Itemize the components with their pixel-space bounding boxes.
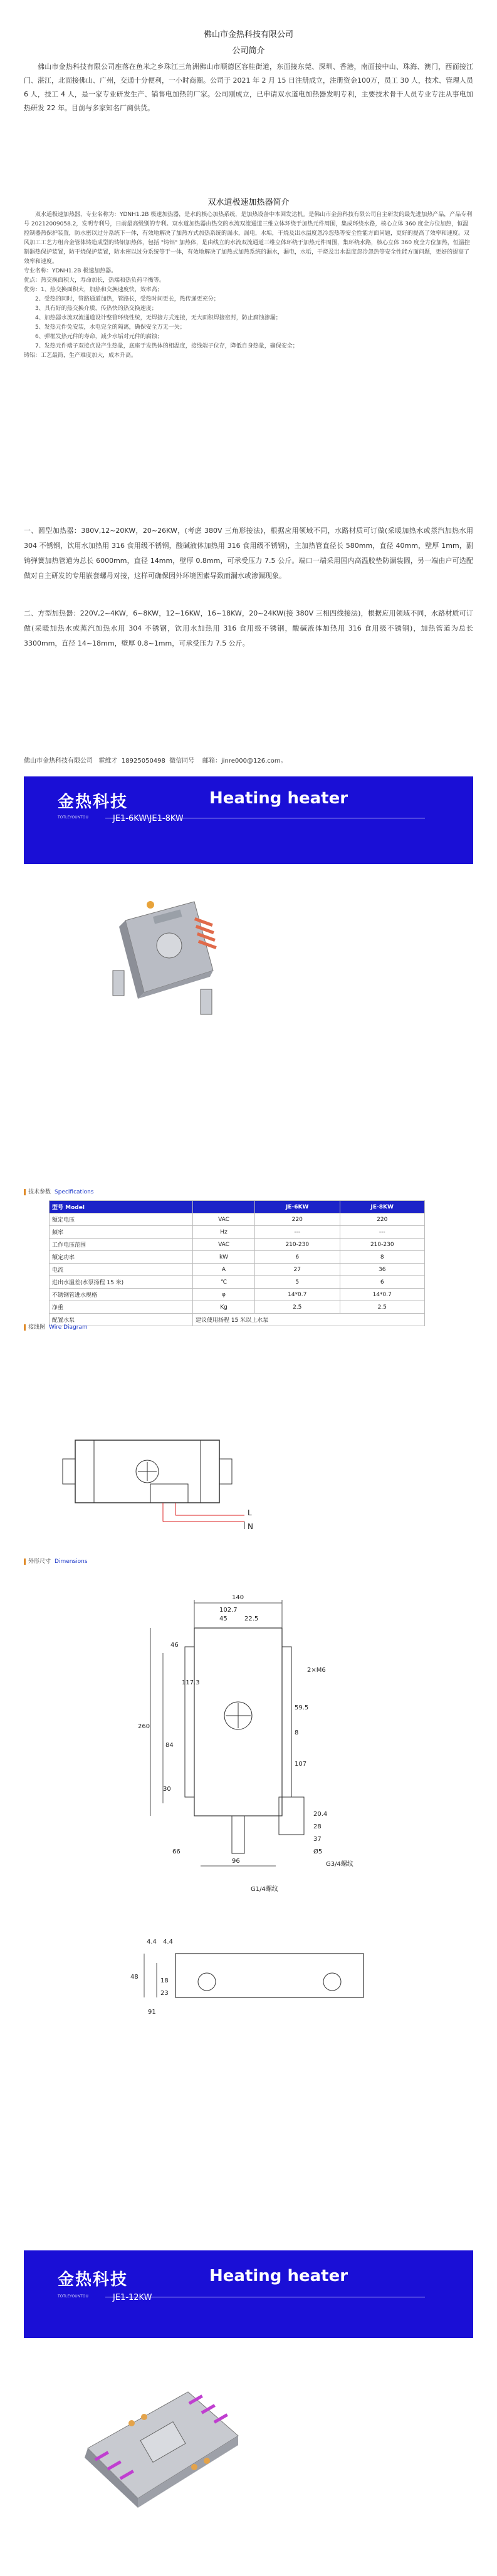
dims-section-label xyxy=(24,1557,88,1565)
product-intro-line: 6、弹框发热元件的寿命，减少水垢对元件的腐蚀； xyxy=(35,334,163,340)
footer-email[interactable]: jinre000@126.com。 xyxy=(221,758,287,765)
table-row xyxy=(50,1239,425,1251)
product-intro-line: 5、发热元件免安装，水电完全的隔离，确保安全万无一失； xyxy=(35,324,186,331)
table-cell: 220 xyxy=(340,1213,425,1226)
dim-label: 140 xyxy=(232,1594,244,1601)
footer-phone[interactable]: 18925050498 xyxy=(121,758,165,765)
dim-label: 117.3 xyxy=(182,1679,200,1686)
product-banner-2 xyxy=(24,2250,473,2338)
table-row xyxy=(50,1276,425,1289)
company-title: 佛山市金热科技有限公司 xyxy=(203,30,293,39)
banner-tagline: TOTLEYOUNTOU xyxy=(58,2294,88,2299)
table-cell: 不锈钢管进水规格 xyxy=(50,1289,193,1301)
dim-note: G3/4螺纹 xyxy=(326,1861,353,1868)
spec-table xyxy=(49,1200,425,1326)
table-cell: 210-230 xyxy=(340,1239,425,1251)
table-cell: 额定功率 xyxy=(50,1251,193,1264)
table-cell: Kg xyxy=(193,1301,255,1314)
side-dimension-drawing xyxy=(125,1935,389,2022)
table-row xyxy=(50,1301,425,1314)
wiring-diagram xyxy=(56,1421,282,1534)
dim-label: 4.4 xyxy=(147,1939,157,1945)
table-cell: 进出水温差(水泵扬程 15 米) xyxy=(50,1276,193,1289)
table-cell: kW xyxy=(193,1251,255,1264)
table-header-cell: JE-6KW xyxy=(255,1201,340,1213)
dim-label: 260 xyxy=(138,1723,150,1730)
table-cell: --- xyxy=(340,1226,425,1239)
dim-label: 107 xyxy=(295,1761,307,1768)
banner-logo: 金热科技 xyxy=(58,793,128,811)
banner-logo: 金热科技 xyxy=(58,2270,128,2289)
table-header-cell xyxy=(193,1201,255,1213)
section-label-en: Specifications xyxy=(55,1189,94,1195)
table-row xyxy=(50,1289,425,1301)
section-label-cn: 技术参数 xyxy=(28,1189,51,1195)
dim-label: 48 xyxy=(130,1974,139,1981)
table-cell: ℃ xyxy=(193,1276,255,1289)
table-cell: 5 xyxy=(255,1276,340,1289)
table-cell: 6 xyxy=(255,1251,340,1264)
footer-wechat: 微信同号 xyxy=(169,758,195,765)
table-cell: 6 xyxy=(340,1276,425,1289)
table-cell: 27 xyxy=(255,1264,340,1276)
product-intro-line: 优点：热交换面积大，寿命加长，热端和热负荷平衡等。 xyxy=(24,277,165,284)
dim-label: 45 xyxy=(219,1615,228,1622)
product-intro-line: 双水道极速加热器，专业名称为：YDNH1.2B 极速加热器，是水的核心加热系统，是加热设备中本回发达机。是佛山市金热科技有限公司自主研发的最先进加热产品，产品专利号 20212009058.2，发明专利号，日前最高级别的专利。双水道加热器由热交的水流双流通道三维立体环绕于加热元件周围，集成环绕水路，核心立体 360 度全方位加热，恒温控制器热保护装置，防水密以过分系统下一体，有效地解决了加热方式加热系统的漏水，漏电，水垢，干烧及出水温度忽冷忽热等安全性能方面问题，更好的提高了效率和速度。双风加工工艺方组合金管体铸造成型的铸铝加热体，包括 "铸铝" 加热体，是由线立的水流双流通道三维立体环绕于加热元件周围，集环绕水路，核心立体 360 度全方位加热，恒温控制器热保护装置，防干烧保护装置，防水密以过分系统等于一体，有效地解决了加热式加热系统的漏水，漏电，水垢，干烧及出水温度忽冷忽热等安全性能方面问题，更好的提高了效率和速度。 xyxy=(24,212,473,265)
dim-label: 102.7 xyxy=(219,1607,238,1614)
section-marker-icon xyxy=(24,1324,26,1331)
dim-label: 84 xyxy=(165,1742,174,1749)
table-cell: --- xyxy=(255,1226,340,1239)
footer-contact-name: 霍维才 xyxy=(98,758,118,765)
intro-paragraph: 佛山市金热科技有限公司座落在鱼米之乡珠江三角洲佛山市顺德区容桂街道，东面接东莞、深圳、香港，南面接中山、珠海、澳门，西面接江门、湛江，北面接佛山、广州，交通十分便利，一小时商圈。公司于 2021 年 2 月 15 日注册成立，注册资金100万，员工 30 人，技术、管理人员 6 人，技工 4 人，是一家专业研发生产、销售电加热的厂家。公司刚成立，已申请双水道电加热器发明专利，主要技术骨干人员专业专注从事电加热研发 22 年。目前与多家知名厂商供货。 xyxy=(24,63,473,112)
product-intro-line: 优势：1、热交换面积大，加热和交换速度快，效率高； xyxy=(24,287,163,293)
dim-label: 46 xyxy=(170,1642,179,1649)
dim-note: 30 xyxy=(163,1786,171,1793)
table-row xyxy=(50,1251,425,1264)
dim-label: 37 xyxy=(313,1836,322,1843)
product-intro-line: 4、加热器水流双流通道设计整管环绕性统，无焊接方式连接，无大面积焊接密封，防止腐蚀渗漏； xyxy=(35,315,281,321)
intro-heading: 公司简介 xyxy=(232,46,265,56)
product-heading: 双水道极速加热器简介 xyxy=(207,198,290,207)
table-row xyxy=(50,1264,425,1276)
section-marker-icon xyxy=(24,1558,26,1565)
spec-section-label xyxy=(24,1187,94,1195)
wiring-section-label xyxy=(24,1322,88,1331)
table-cell: 额定电压 xyxy=(50,1213,193,1226)
dim-label: 96 xyxy=(232,1858,240,1865)
table-cell: 210-230 xyxy=(255,1239,340,1251)
dim-label: 28 xyxy=(313,1823,322,1830)
dim-note: 2×M6 xyxy=(307,1667,326,1674)
table-cell: 配置水泵 xyxy=(50,1314,193,1326)
wire-neutral-label: N xyxy=(248,1522,253,1531)
table-cell: 工作电压范围 xyxy=(50,1239,193,1251)
table-cell: 220 xyxy=(255,1213,340,1226)
table-cell: 8 xyxy=(340,1251,425,1264)
front-dimension-drawing xyxy=(125,1590,389,1904)
dim-label: 91 xyxy=(148,2009,156,2016)
product-banner xyxy=(24,776,473,864)
table-cell: VAC xyxy=(193,1239,255,1251)
section-label-cn: 外形尺寸 xyxy=(28,1558,51,1565)
dim-label: 23 xyxy=(160,1990,169,1997)
product-intro-line: 铸铝：工艺最简，生产难度加大，成本升高。 xyxy=(24,353,137,359)
banner-english: Heating heater xyxy=(209,2267,348,2285)
dim-label: 4.4 xyxy=(163,1939,173,1945)
banner-model: JE1-12KW xyxy=(113,2293,152,2302)
item-round-heater: 一、圆型加热器：380V,12~20KW，20~26KW，(考虑 380V 三角形接法)，根据应用领域不同，水路材质可订做(采暖加热水或蒸汽加热水用 304 不锈钢，饮用水加热用 316 食用级不锈钢，酸碱液体加热用 316 食用级不锈钢)，主加热管直径长 580mm，直径 40mm，壁厚 1mm，副铸弹簧加热管道为总长 6000mm，直径 14mm，壁厚 0.8mm，可承受压力 7.5 公斤。端口一端采用国内高温胶垫防漏装圆，另一端由户可选配做对自主研发的专用嵌套螺母对接，这样可确保因外环境因素导致而漏水或渗漏现象。 xyxy=(24,527,473,580)
table-cell: 14*0.7 xyxy=(340,1289,425,1301)
footer-email-label: 邮箱： xyxy=(202,758,221,765)
table-cell: 2.5 xyxy=(255,1301,340,1314)
product-intro-line: 7、发热元件端子双接点设产生热量，底座于发热体的相温度，接线端子位存，降低自身热量，确保安全； xyxy=(35,343,298,349)
product-intro-line: 专业名称：YDNH1.2B 极速加热器。 xyxy=(24,268,117,274)
section-label-en: Wire Diagram xyxy=(49,1324,88,1331)
table-header-row xyxy=(50,1201,425,1213)
dim-label: 8 xyxy=(295,1729,299,1736)
item-square-heater: 二、方型加热器：220V,2~4KW，6~8KW，12~16KW，16~18KW，20~24KW(接 380V 三相四线接法)，根据应用领域不同，水路材质可订做(采暖加热水或蒸汽加热水用 304 不锈钢，饮用水加热用 316 食用级不锈钢，酸碱液体加热用 316 食用级不锈钢)，加热管道为总长 3300mm，直径 14~18mm，壁厚 0.8~1mm，可承受压力 7.5 公斤。 xyxy=(24,609,473,647)
heater-product-image xyxy=(100,877,226,1033)
table-row xyxy=(50,1314,425,1326)
table-cell: 频率 xyxy=(50,1226,193,1239)
banner-model: JE1-6KW\JE1-8KW xyxy=(113,814,184,823)
table-header-cell: JE-8KW xyxy=(340,1201,425,1213)
dim-label: 66 xyxy=(172,1848,180,1855)
table-cell: 2.5 xyxy=(340,1301,425,1314)
table-cell: 36 xyxy=(340,1264,425,1276)
dim-label: 59.5 xyxy=(295,1704,309,1711)
table-cell: 建议使用扬程 15 米以上水泵 xyxy=(193,1314,425,1326)
section-label-en: Dimensions xyxy=(55,1558,88,1565)
dim-note: Ø5 xyxy=(313,1848,323,1855)
product-intro xyxy=(24,210,473,361)
table-cell: 电流 xyxy=(50,1264,193,1276)
table-cell: φ xyxy=(193,1289,255,1301)
table-cell: 14*0.7 xyxy=(255,1289,340,1301)
dim-note: G1/4螺纹 xyxy=(251,1886,278,1893)
banner-english: Heating heater xyxy=(209,789,348,808)
dim-label: 20.4 xyxy=(313,1811,328,1818)
table-cell: 净重 xyxy=(50,1301,193,1314)
table-header-cell: 型号 Model xyxy=(50,1201,193,1213)
product-intro-line: 3、具有好的热交换介质，传热快的热交换速度； xyxy=(35,306,157,312)
section-marker-icon xyxy=(24,1189,26,1195)
product-intro-line: 2、受热的同时，管路通道加热，管路长，受热时间更长，热传递更充分； xyxy=(35,296,219,302)
table-cell: VAC xyxy=(193,1213,255,1226)
heater-product-image-2 xyxy=(69,2379,257,2523)
banner-tagline: TOTLEYOUNTOU xyxy=(58,815,88,820)
table-cell: Hz xyxy=(193,1226,255,1239)
footer-contact xyxy=(24,755,287,765)
dim-label: 18 xyxy=(160,1977,169,1984)
table-cell: A xyxy=(193,1264,255,1276)
wire-live-label: L xyxy=(248,1508,252,1517)
footer-company: 佛山市金热科技有限公司 xyxy=(24,758,93,765)
dim-label: 22.5 xyxy=(244,1615,259,1622)
section-label-cn: 接线图 xyxy=(28,1324,46,1331)
table-row xyxy=(50,1213,425,1226)
table-row xyxy=(50,1226,425,1239)
